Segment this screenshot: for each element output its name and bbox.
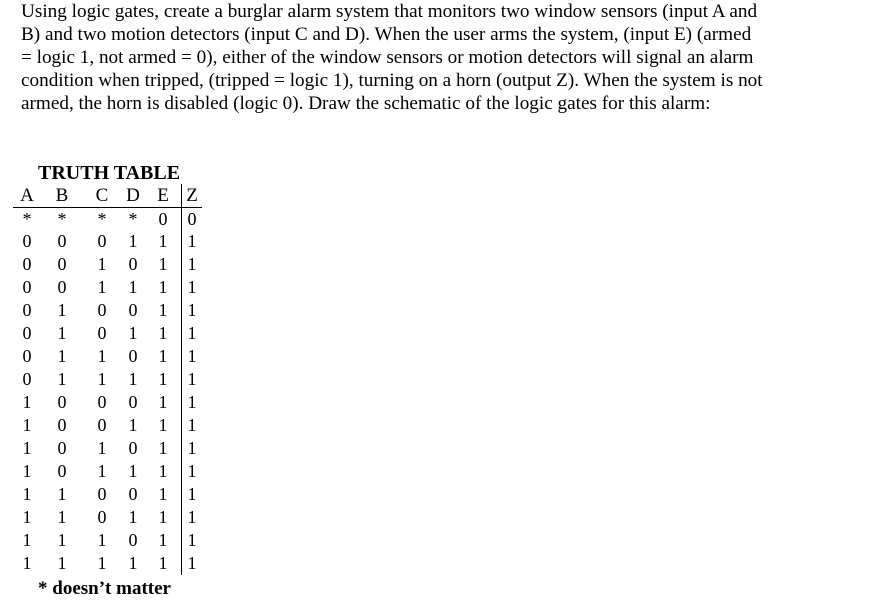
cell-b: 0 <box>57 461 67 481</box>
cell-e: 1 <box>145 230 182 253</box>
header-d: D <box>121 184 145 208</box>
cell-e: 1 <box>145 345 182 368</box>
cell-c: 1 <box>97 369 107 389</box>
cell-b: 1 <box>57 346 67 366</box>
cell-d: 1 <box>128 507 138 527</box>
cell-e: 1 <box>145 391 182 414</box>
cell-c: 0 <box>97 231 107 251</box>
header-a: A <box>13 184 41 208</box>
cell-c: 0 <box>97 415 107 435</box>
table-row <box>13 506 202 529</box>
problem-line: Using logic gates, create a burglar alarm system that monitors two window sensors (input A and <box>21 1 758 22</box>
cell-b: 0 <box>57 231 67 251</box>
cell-a: 1 <box>22 392 32 412</box>
problem-line: condition when tripped, (tripped = logic 1), turning on a horn (output Z). When the system is not <box>21 70 763 91</box>
cell-d: 0 <box>128 438 138 458</box>
cell-b: 1 <box>57 484 67 504</box>
cell-c: 1 <box>97 346 107 366</box>
cell-c: 0 <box>97 323 107 343</box>
cell-b: 0 <box>57 277 67 297</box>
cell-z: 1 <box>187 346 197 366</box>
problem-statement <box>21 0 881 115</box>
cell-d: 1 <box>128 323 138 343</box>
cell-e: 1 <box>145 506 182 529</box>
cell-e: 1 <box>145 529 182 552</box>
cell-c: 1 <box>97 438 107 458</box>
cell-b: 1 <box>57 553 67 573</box>
header-c: C <box>83 184 121 208</box>
cell-d: 0 <box>128 392 138 412</box>
cell-c: 0 <box>97 507 107 527</box>
table-row <box>13 230 202 253</box>
cell-a: * <box>22 209 32 229</box>
cell-b: 0 <box>57 438 67 458</box>
truth-table-title: TRUTH TABLE <box>38 162 181 184</box>
table-row <box>13 368 202 391</box>
cell-d: 1 <box>128 277 138 297</box>
cell-e: 1 <box>145 253 182 276</box>
cell-e: 1 <box>145 552 182 575</box>
cell-b: 1 <box>57 300 67 320</box>
table-row <box>13 322 202 345</box>
cell-a: 0 <box>22 277 32 297</box>
table-row <box>13 391 202 414</box>
cell-b: 1 <box>57 530 67 550</box>
truth-table-header-row <box>13 184 202 208</box>
cell-z: 1 <box>187 415 197 435</box>
problem-line: armed, the horn is disabled (logic 0). Draw the schematic of the logic gates for this alarm: <box>21 93 711 114</box>
cell-e: 1 <box>145 368 182 391</box>
cell-e: 1 <box>145 299 182 322</box>
table-row <box>13 276 202 299</box>
problem-line: = logic 1, not armed = 0), either of the window sensors or motion detectors will signal an alarm <box>21 47 754 68</box>
cell-d: 0 <box>128 254 138 274</box>
cell-a: 1 <box>22 530 32 550</box>
cell-b: * <box>57 209 67 229</box>
cell-d: 1 <box>128 231 138 251</box>
footnote-doesnt-matter: * doesn’t matter <box>38 578 171 599</box>
truth-table-body <box>13 208 202 576</box>
table-row <box>13 437 202 460</box>
cell-a: 1 <box>22 507 32 527</box>
cell-z: 1 <box>187 484 197 504</box>
table-row <box>13 345 202 368</box>
cell-b: 0 <box>57 415 67 435</box>
cell-d: 1 <box>128 461 138 481</box>
table-row <box>13 253 202 276</box>
cell-z: 1 <box>187 300 197 320</box>
cell-z: 0 <box>187 209 197 229</box>
cell-d: 1 <box>128 553 138 573</box>
cell-d: 0 <box>128 300 138 320</box>
cell-d: 0 <box>128 346 138 366</box>
cell-c: 0 <box>97 300 107 320</box>
cell-a: 0 <box>22 231 32 251</box>
problem-line: B) and two motion detectors (input C and D). When the user arms the system, (input E) (armed <box>21 24 752 45</box>
cell-z: 1 <box>187 438 197 458</box>
cell-c: 1 <box>97 254 107 274</box>
header-b: B <box>41 184 83 208</box>
cell-e: 1 <box>145 460 182 483</box>
cell-a: 0 <box>22 346 32 366</box>
cell-z: 1 <box>187 231 197 251</box>
cell-c: * <box>97 209 107 229</box>
cell-a: 0 <box>22 369 32 389</box>
cell-b: 1 <box>57 507 67 527</box>
cell-z: 1 <box>187 323 197 343</box>
cell-d: * <box>128 209 138 229</box>
cell-z: 1 <box>187 254 197 274</box>
cell-z: 1 <box>187 392 197 412</box>
table-row <box>13 460 202 483</box>
cell-a: 0 <box>22 254 32 274</box>
header-e: E <box>145 184 182 208</box>
cell-a: 1 <box>22 461 32 481</box>
cell-d: 0 <box>128 484 138 504</box>
cell-e: 1 <box>145 437 182 460</box>
truth-table <box>13 184 202 575</box>
cell-z: 1 <box>187 507 197 527</box>
cell-e: 1 <box>145 276 182 299</box>
cell-e: 1 <box>145 322 182 345</box>
cell-e: 0 <box>145 208 182 231</box>
cell-c: 1 <box>97 553 107 573</box>
table-row <box>13 299 202 322</box>
truth-table-grid <box>13 184 202 575</box>
cell-a: 0 <box>22 323 32 343</box>
cell-d: 0 <box>128 530 138 550</box>
cell-b: 1 <box>57 369 67 389</box>
table-row <box>13 483 202 506</box>
cell-a: 0 <box>22 300 32 320</box>
table-row <box>13 552 202 575</box>
cell-b: 0 <box>57 392 67 412</box>
table-row <box>13 208 202 231</box>
table-row <box>13 414 202 437</box>
header-z: Z <box>182 184 203 208</box>
cell-c: 1 <box>97 530 107 550</box>
cell-a: 1 <box>22 438 32 458</box>
cell-b: 0 <box>57 254 67 274</box>
cell-z: 1 <box>187 277 197 297</box>
cell-d: 1 <box>128 415 138 435</box>
cell-z: 1 <box>187 461 197 481</box>
cell-d: 1 <box>128 369 138 389</box>
cell-a: 1 <box>22 484 32 504</box>
cell-c: 1 <box>97 461 107 481</box>
cell-c: 0 <box>97 392 107 412</box>
cell-a: 1 <box>22 415 32 435</box>
cell-c: 1 <box>97 277 107 297</box>
cell-z: 1 <box>187 369 197 389</box>
cell-z: 1 <box>187 553 197 573</box>
cell-e: 1 <box>145 483 182 506</box>
cell-c: 0 <box>97 484 107 504</box>
cell-a: 1 <box>22 553 32 573</box>
cell-b: 1 <box>57 323 67 343</box>
cell-z: 1 <box>187 530 197 550</box>
cell-e: 1 <box>145 414 182 437</box>
table-row <box>13 529 202 552</box>
